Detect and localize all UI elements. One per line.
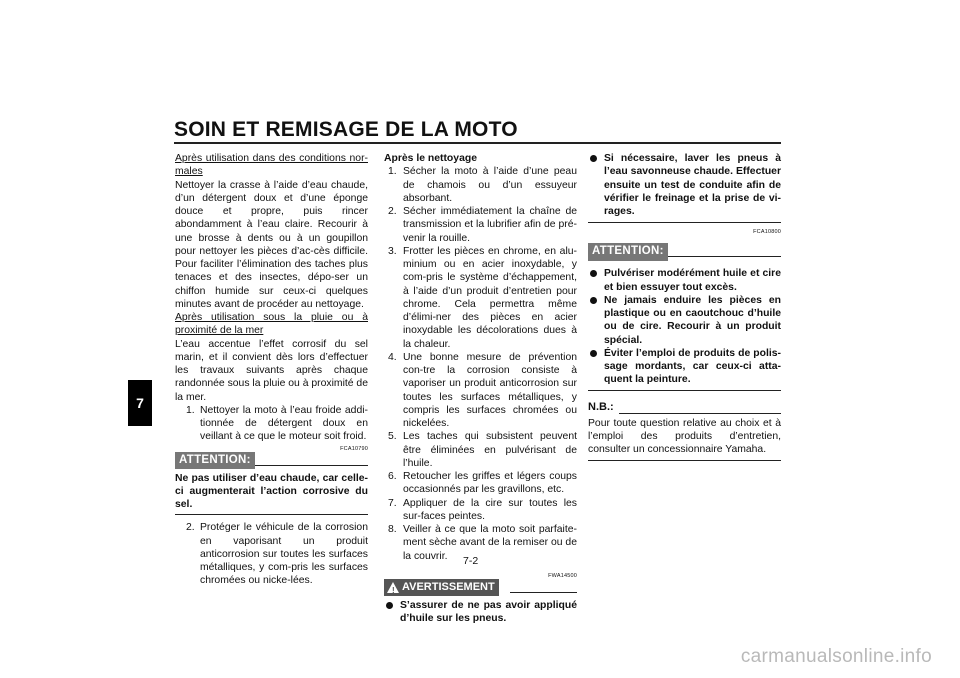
list-number: 7. <box>388 497 397 509</box>
attention-end-rule <box>175 514 368 515</box>
attention-header <box>175 445 368 472</box>
list-item <box>384 599 577 626</box>
page-number: 7-2 <box>463 555 479 567</box>
note-label: N.B.: <box>588 400 614 413</box>
section-heading-after-cleaning: Après le nettoyage <box>384 153 477 164</box>
list-item <box>384 430 577 470</box>
attention-text: Ne jamais enduire les pièces en plastique ou en caoutchouc d’huile ou de cire. Recourir à un produit spécial. <box>604 294 781 346</box>
list-number: 5. <box>388 431 397 443</box>
list-item <box>588 152 781 218</box>
list-item <box>175 404 368 444</box>
list-item <box>384 351 577 431</box>
list-item <box>384 523 577 563</box>
column-middle <box>384 152 577 625</box>
column-left <box>175 152 368 588</box>
list-text: Une bonne mesure de prévention con-tre la corrosion consiste à vaporiser un produit anticorrosion sur toutes les surfaces métalliques, y compris les surfaces chromées ou nickelées. <box>403 351 577 429</box>
after-cleaning-list <box>384 165 577 563</box>
bullet-icon <box>590 270 597 277</box>
steps-list <box>175 404 368 444</box>
attention-list <box>588 267 781 386</box>
reference-code: FWA14500 <box>548 572 577 579</box>
attention-label: ATTENTION: <box>175 452 255 469</box>
list-number: 2. <box>186 522 195 534</box>
list-number: 4. <box>388 351 397 363</box>
bullet-icon <box>590 297 597 304</box>
bullet-icon <box>590 155 597 162</box>
watermark: carmanualsonline.info <box>740 646 932 667</box>
warning-list-cont <box>588 152 781 218</box>
warning-label: AVERTISSEMENT <box>402 580 495 593</box>
chapter-tab: 7 <box>128 380 152 426</box>
note-text: Pour toute question relative au choix et à l’emploi des produits d’entretien, consulter un concessionnaire Yamaha. <box>588 417 781 455</box>
attention-end-rule <box>588 390 781 391</box>
list-text: Sécher immédiatement la chaîne de transmission et la lubrifier afin de pré-venir la rouille. <box>403 206 577 244</box>
warning-header <box>384 572 577 599</box>
list-item <box>588 294 781 347</box>
list-text: Sécher la moto à l’aide d’une peau de chamois ou d’un essuyeur absorbant. <box>403 166 577 204</box>
steps-list-cont <box>175 521 368 587</box>
attention-text: Pulvériser modérément huile et cire et bien essuyer tout excès. <box>604 268 781 293</box>
warning-list <box>384 599 577 626</box>
list-number: 3. <box>388 245 397 257</box>
list-item <box>384 497 577 524</box>
attention-text: Ne pas utiliser d’eau chaude, car celle-ci augmenterait l’action corrosive du sel. <box>175 472 368 510</box>
list-number: 8. <box>388 524 397 535</box>
list-item <box>384 245 577 351</box>
bullet-icon <box>386 602 393 609</box>
list-number: 1. <box>186 404 195 416</box>
attention-text: Éviter l’emploi de produits de polis-sage mordants, car ceux-ci atta-quent la peinture. <box>604 347 781 386</box>
column-right <box>588 152 781 467</box>
reference-code: FCA10800 <box>753 229 781 236</box>
list-number: 1. <box>388 166 397 178</box>
bullet-icon <box>590 350 597 357</box>
note-end-rule <box>588 460 781 461</box>
attention-rule <box>668 256 781 257</box>
reference-code: FCA10790 <box>340 445 368 452</box>
section-heading-normal-use: Après utilisation dans des conditions nor-males <box>175 153 368 178</box>
list-item <box>175 521 368 587</box>
attention-header <box>588 229 781 258</box>
list-number: 2. <box>388 206 397 217</box>
warning-text: S’assurer de ne pas avoir appliqué d’huile sur les pneus. <box>400 599 577 624</box>
title-divider <box>174 142 781 144</box>
warning-rule <box>510 592 577 593</box>
warning-badge <box>384 579 499 596</box>
list-text: Les taches qui subsistent peuvent être éliminées en pulvérisant de l’huile. <box>403 431 577 469</box>
warning-text: Si nécessaire, laver les pneus à l’eau savonneuse chaude. Effectuer ensuite un test de conduite afin de vérifier le freinage et la prise de vi-rages. <box>604 153 781 217</box>
list-item <box>384 205 577 245</box>
list-text: Frotter les pièces en chrome, en alu-minium ou en acier inoxydable, y com-pris le système d’échappement, à l’aide d’un produit d’entretien pour chrome. Cela permettra même d’élimi-ner des pièces en acier inoxydable les décolorations dues à la chaleur. <box>403 245 577 350</box>
list-item <box>588 347 781 387</box>
list-text: Retoucher les griffes et légers coups occasionnés par les gravillons, etc. <box>403 471 577 496</box>
page-title: SOIN ET REMISAGE DE LA MOTO <box>174 118 518 141</box>
list-text: Veiller à ce que la moto soit parfaite-ment sèche avant de la remiser ou de la couvrir. <box>403 524 577 562</box>
list-item <box>588 267 781 294</box>
list-text: Protéger le véhicule de la corrosion en vaporisant un produit anticorrosion sur toutes les surfaces métalliques, y com-pris les surfaces chromées ou nicke-lées. <box>200 522 368 587</box>
list-number: 6. <box>388 471 397 482</box>
paragraph-salt: L’eau accentue l’effet corrosif du sel marin, et il convient dès lors d’effectuer les travaux suivants après chaque randonnée sous la pluie ou à proximité de la mer. <box>175 338 368 403</box>
attention-label: ATTENTION: <box>588 243 668 260</box>
list-item <box>384 165 577 205</box>
list-text: Nettoyer la moto à l’eau froide addi-tionnée de détergent doux en veillant à ce que le moteur soit froid. <box>200 404 368 443</box>
note-rule <box>619 413 781 414</box>
list-item <box>384 470 577 497</box>
exclamation-icon: ! <box>392 585 395 595</box>
list-text: Appliquer de la cire sur toutes les sur-faces peintes. <box>403 497 577 522</box>
attention-rule <box>255 465 368 466</box>
paragraph-cleaning: Nettoyer la crasse à l’aide d’eau chaude, d’un détergent doux et d’une éponge douce et propre, puis rincer abondamment à l’eau claire. Recourir à une brosse à dents ou à un goupillon pour nettoyer les pièces d’ac-cès difficile. Pour faciliter l’élimination des taches plus tenaces et des insectes, dépo-ser un chiffon humide sur ceux-ci quelques minutes avant de procéder au nettoyage. <box>175 179 368 310</box>
warning-end-rule <box>588 222 781 223</box>
section-heading-rain-sea: Après utilisation sous la pluie ou à proximité de la mer <box>175 312 368 337</box>
note-header <box>588 401 781 417</box>
